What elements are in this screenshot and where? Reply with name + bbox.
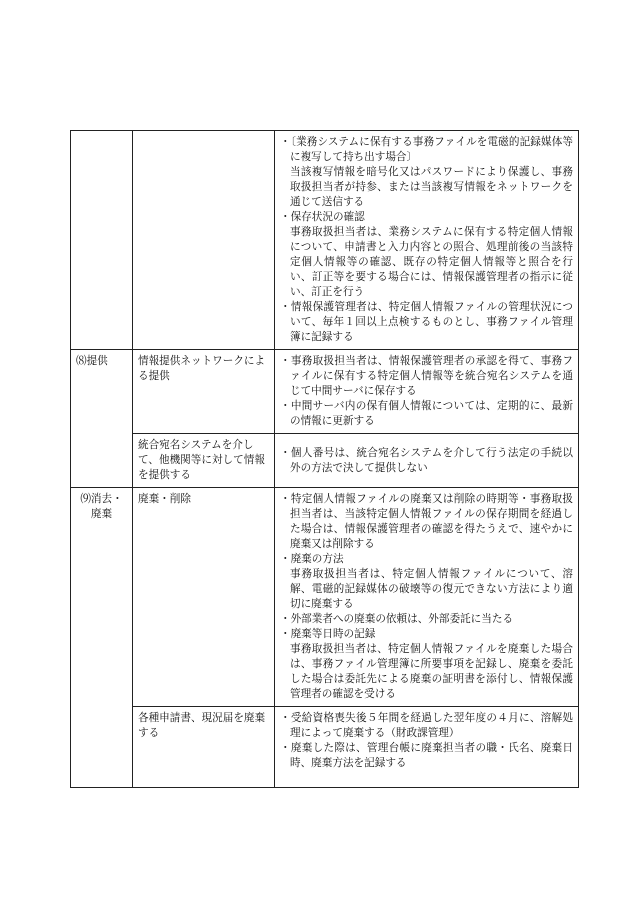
item-cell — [133, 131, 275, 350]
content-bullet: ・個人番号は、統合宛名システムを介して行う法定の手続以外の方法で決して提供しない — [280, 446, 573, 474]
content-detail: 事務取扱担当者は、特定個人情報ファイルを廃棄した場合は、事務ファイル管理簿に所要事項を記録し、廃棄を委託した場合は委託先による廃棄の証明書を添付し、情報保護管理者の確認を受ける — [290, 643, 573, 700]
content-detail: 当該複写情報を暗号化又はパスワードにより保護し、事務取扱担当者が持参、または当該複写情報をネットワークを通じて送信する — [290, 166, 573, 208]
content-detail: 事務取扱担当者は、特定個人情報ファイルについて、溶解、電磁的記録媒体の破壊等の復元できない方法により適切に廃棄する — [290, 568, 573, 610]
content-cell — [275, 434, 579, 488]
table-row — [71, 488, 579, 707]
content-bullet: ・廃棄の方法 — [280, 553, 344, 565]
stage-cell-disposal: ⑼消去・廃棄 — [71, 488, 133, 788]
content-bullet: ・外部業者への廃棄の依頼は、外部委託に当たる — [280, 613, 514, 625]
stage-cell — [71, 131, 133, 350]
content-bullet: ・特定個人情報ファイルの廃棄又は削除の時期等・事務取扱担当者は、当該特定個人情報ファイルの保存期間を経過した場合は、情報保護管理者の確認を得たうえで、速やかに廃棄又は削除する — [280, 493, 573, 550]
content-bullet: ・廃棄した際は、管理台帳に廃棄担当者の職・氏名、廃棄日時、廃棄方法を記録する — [280, 742, 573, 769]
content-bullet: ・受給資格喪失後５年間を経過した翌年度の４月に、溶解処理によって廃棄する（財政課管理） — [280, 712, 573, 739]
content-cell — [275, 707, 579, 788]
content-cell — [275, 488, 579, 707]
content-detail: 事務取扱担当者は、業務システムに保有する特定個人情報について、申請書と入力内容との照合、処理前後の当該特定個人情報等の確認、既存の特定個人情報等と照合を行い、訂正等を要する場合には、情報保護管理者の指示に従い、訂正を行う — [290, 226, 573, 298]
item-cell: 廃棄・削除 — [133, 488, 275, 707]
item-cell: 情報提供ネットワークによる提供 — [133, 350, 275, 434]
item-cell: 各種申請書、現況届を廃棄する — [133, 707, 275, 788]
content-bullet: ・情報保護管理者は、特定個人情報ファイルの管理状況について、毎年１回以上点検するものとし、事務ファイル管理簿に記録する — [280, 301, 573, 343]
content-bullet: ・廃棄等日時の記録 — [280, 628, 376, 640]
table-row — [71, 350, 579, 434]
stage-cell-provision: ⑻提供 — [71, 350, 133, 488]
content-cell — [275, 131, 579, 350]
content-bullet: ・保存状況の確認 — [280, 211, 365, 223]
content-bullet: ・〔業務システムに保有する事務ファイルを電磁的記録媒体等に複写して持ち出す場合〕 — [280, 136, 573, 163]
item-cell: 統合宛名システムを介して、他機関等に対して情報を提供する — [133, 434, 275, 488]
table-row — [71, 131, 579, 350]
procedure-table — [70, 130, 579, 788]
table-row — [71, 434, 579, 488]
table-row — [71, 707, 579, 788]
content-cell — [275, 350, 579, 434]
content-bullet: ・事務取扱担当者は、情報保護管理者の承認を得て、事務ファイルに保有する特定個人情報等を統合宛名システムを通じて中間サーバに保存する — [280, 355, 573, 397]
content-bullet: ・中間サーバ内の保有個人情報については、定期的に、最新の情報に更新する — [280, 400, 573, 427]
